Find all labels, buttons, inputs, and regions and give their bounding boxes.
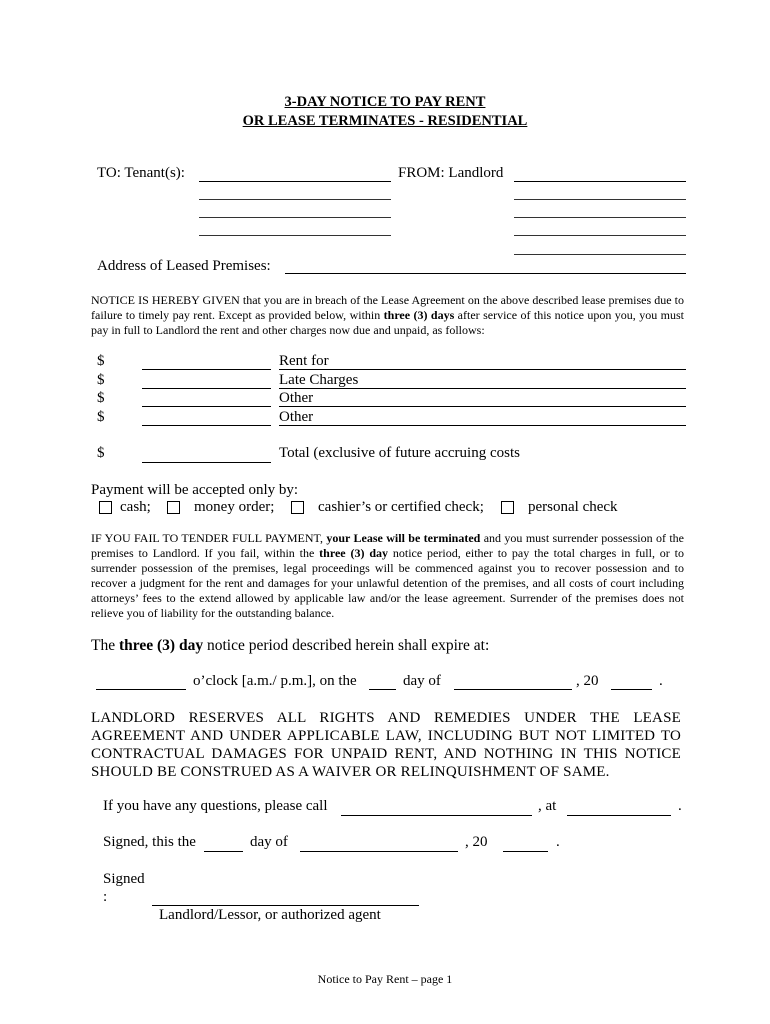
signed-day-of-label: day of [250, 834, 288, 850]
total-amount-field[interactable] [142, 462, 271, 463]
tenant-field-1[interactable] [199, 181, 391, 182]
late-charges-currency: $ [97, 372, 105, 388]
landlord-label: FROM: Landlord [398, 165, 504, 181]
expire-day-field[interactable] [369, 689, 396, 690]
total-label: Total (exclusive of future accruing costs [279, 445, 520, 461]
landlord-field-2[interactable] [514, 199, 686, 200]
landlord-field-3[interactable] [514, 217, 686, 218]
tenant-field-2[interactable] [199, 199, 391, 200]
signed-date-period: . [556, 834, 560, 850]
signature-colon: : [103, 889, 108, 905]
other-2-amount-field[interactable] [142, 425, 271, 426]
time-line-period: . [659, 673, 663, 689]
expire-sentence: The three (3) day notice period described herein shall expire at: [91, 637, 490, 654]
tenant-field-4[interactable] [199, 235, 391, 236]
failure-paragraph: IF YOU FAIL TO TENDER FULL PAYMENT, your Lease will be terminated and you must surrender possession of the premises to Landlord. If you fail, within the three (3) day notice period, either to pay the total charges in full, or to surrender possession of the premises, legal proceedings will be commenced against you to recover possession and to recover a judgment for the rent and damages for your unlawful detention of the premises, and all costs of court including attorneys’ fees to the extend allowed by applicable law and/or the lease agreement. Surrender of the premises does not relieve you of liability for the outstanding balance. [91, 531, 685, 620]
cash-checkbox[interactable] [99, 501, 112, 514]
signed-year-prefix: , 20 [465, 834, 488, 850]
questions-label: If you have any questions, please call [103, 798, 328, 814]
landlord-field-1[interactable] [514, 181, 686, 182]
signature-label: Signed [103, 871, 145, 887]
questions-period: . [678, 798, 682, 814]
rent-currency: $ [97, 353, 105, 369]
signature-field[interactable] [152, 905, 419, 906]
page-footer: Notice to Pay Rent – page 1 [317, 972, 453, 986]
rent-description-field[interactable] [279, 369, 686, 370]
signed-day-field[interactable] [204, 851, 243, 852]
other-1-label: Other [279, 390, 314, 406]
expire-year-field[interactable] [611, 689, 652, 690]
contact-phone-field[interactable] [567, 815, 671, 816]
total-currency: $ [97, 445, 105, 461]
signed-year-field[interactable] [503, 851, 548, 852]
notice-paragraph: NOTICE IS HEREBY GIVEN that you are in breach of the Lease Agreement on the above described lease premises due to failure to timely pay rent. Except as provided below, within three (3) days after service of this notice upon you, you must pay in full to Landlord the rent and other charges now due and unpaid, as follows: [91, 293, 684, 337]
tenant-field-3[interactable] [199, 217, 391, 218]
clock-label: o’clock [a.m./ p.m.], on the [193, 673, 357, 689]
other-2-description-field[interactable] [279, 425, 686, 426]
landlord-field-4[interactable] [514, 235, 686, 236]
cash-label: cash; [120, 499, 151, 515]
address-field[interactable] [285, 273, 686, 274]
landlord-field-5[interactable] [514, 254, 686, 255]
late-charges-amount-field[interactable] [142, 388, 271, 389]
other-2-label: Other [279, 409, 314, 425]
rent-label: Rent for [279, 353, 329, 369]
cashiers-check-label: cashier’s or certified check; [318, 499, 484, 515]
rent-amount-field[interactable] [142, 369, 271, 370]
other-2-currency: $ [97, 409, 105, 425]
late-charges-label: Late Charges [279, 372, 359, 388]
payment-intro: Payment will be accepted only by: [91, 482, 299, 498]
contact-name-field[interactable] [341, 815, 532, 816]
expire-hour-field[interactable] [96, 689, 186, 690]
personal-check-checkbox[interactable] [501, 501, 514, 514]
document-title-line-1: 3-DAY NOTICE TO PAY RENT [284, 94, 486, 110]
document-title-line-2: OR LEASE TERMINATES - RESIDENTIAL [242, 113, 528, 129]
reservation-paragraph: LANDLORD RESERVES ALL RIGHTS AND REMEDIES UNDER THE LEASE AGREEMENT AND UNDER APPLICABLE LAW, INCLUDING BUT NOT LIMITED TO CONTRACTUAL DAMAGES FOR UNPAID RENT, AND NOTHING IN THIS NOTICE SHOULD BE CONSTRUED AS A WAIVER OR RELINQUISHMENT OF SAME. [91, 710, 681, 780]
other-1-description-field[interactable] [279, 406, 686, 407]
personal-check-label: personal check [528, 499, 618, 515]
other-1-currency: $ [97, 390, 105, 406]
late-charges-description-field[interactable] [279, 388, 686, 389]
signed-date-label: Signed, this the [103, 834, 196, 850]
day-of-label: day of [403, 673, 441, 689]
money-order-checkbox[interactable] [167, 501, 180, 514]
other-1-amount-field[interactable] [142, 406, 271, 407]
signature-caption: Landlord/Lessor, or authorized agent [159, 907, 381, 923]
money-order-label: money order; [194, 499, 275, 515]
tenant-label: TO: Tenant(s): [97, 165, 185, 181]
cashiers-check-checkbox[interactable] [291, 501, 304, 514]
signed-month-field[interactable] [300, 851, 458, 852]
at-label: , at [538, 798, 557, 814]
expire-month-field[interactable] [454, 689, 572, 690]
year-prefix-label: , 20 [576, 673, 599, 689]
address-label: Address of Leased Premises: [97, 258, 271, 274]
